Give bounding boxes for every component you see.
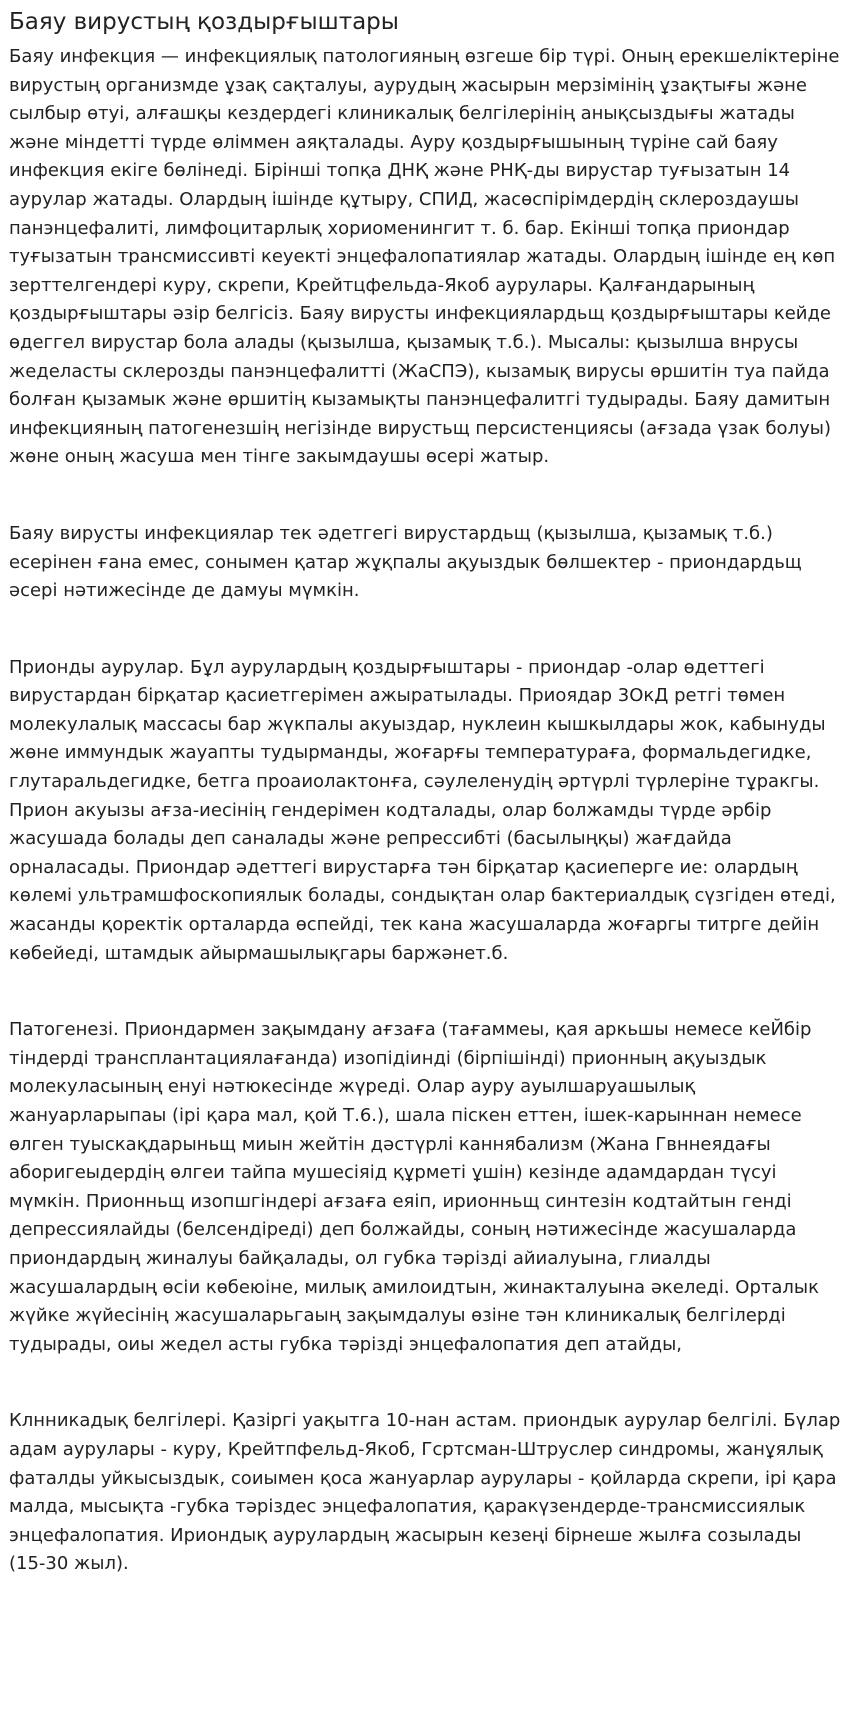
document <box>9 0 841 1579</box>
paragraph-intro: Баяу инфекция — инфекциялық патологияның өзгеше бір түрі. Оның ерекшеліктеріне вирустың организмде ұзақ сақталуы, аурудың жасырын мерзімінің ұзақтығы және сылбыр өтуі, алғашқы кездердегі клиникалық белгілерінің анықсыздығы жатады және міндетті түрде өліммен аяқталады. Ауру қоздырғышының түріне сай баяу инфекция екіге бөлінеді. Бірінші топқа ДНҚ және РНҚ-ды вирустар туғызатын 14 аурулар жатады. Олардың ішінде құтыру, СПИД, жасөспірімдердің склероздаушы панэнцефалиті, лимфоцитарлық хориоменингит т. б. бар. Екінші топқа приондар туғызатын трансмиссивті кеуекті энцефалопатиялар жатады. Олардың ішінде ең көп зерттелгендері куру, скрепи, Крейтцфельда-Якоб аурулары. Қалғандарының қоздырғыштары әзір белгісіз. Баяу вирусты инфекциялардьщ қоздырғыштары кейде өдеггел вирустар бола алады (қызылша, қызамық т.б.). Мысалы: қызылша внрусы жеделасты склерозды панэнцефалитті (ЖаСПЭ), кызамық вирусы өршитін туа пайда болған қызамык және өршитің кызамықты панэнцефалитгі тудырады. Баяу дамитын инфекцияның патогенезшің негізінде вирустьщ персистенциясы (ағзада үзак болуы) жөне оның жасуша мен тінге закымдаушы өсері жатыр. <box>9 46 840 468</box>
paragraph-pathogenesis: Патогенезі. Приондармен зақымдану ағзаға (тағаммеы, қая аркьшы немесе кеЙбір тіндерді трансплантациялағанда) изопідіинді (бірпішінді) прионның ақуыздык молекуласының енуі нәтюкесінде жүреді. Олар ауру ауылшаруашылық жануарларыпаы (ірі қара мал, қой Т.6.), шала піскен еттен, ішек-карыннан немесе өлген туыскақдарыньщ миын жейтін дәстүрлі каннябализм (Жана Гвннеядағы аборигеыдердің өлгеи тайпа мушесіяід құрметі ұшін) кезінде адамдардан түсуі мүмкін. Прионньщ изопшгіндері ағзаға еяіп, ирионньщ синтезін кодтайтын генді депрессиялайды (белсендіреді) деп болжайды, соның нәтижесінде жасушаларда приондардың жиналуы байқалады, ол губка тәрізді айиалуына, глиалды жасушалардың өсіи көбеюіне, милық амилоидтын, жинакталуына әкеледі. Орталык жүйке жүйесінің жасушаларьгаың зақымдалуы өзіне тән клиникалық белгілерді тудырады, оиы жедел асты губка тәрізді энцефалопатия деп атайды, <box>9 1019 819 1355</box>
paragraph-prion-particles: Баяу вирусты инфекциялар тек әдетгегі вирустардьщ (қызылша, қызамық т.б.) есерінен ғана емес, сонымен қатар жұқпалы ақуыздык бөлшектер - приондардьщ әсері нәтижесінде де дамуы мүмкін. <box>9 522 802 602</box>
paragraph-clinical-signs: Клнникадық белгілері. Қазіргі уақытга 10-нан астам. приондык аурулар белгілі. Бүлар адам аурулары - куру, Крейтпфельд-Якоб, Гсртсман-Штруслер синдромы, жанұялық фаталды уйкысыздык, соиымен қоса жануарлар аурулары - қойларда скрепи, ірі қара малда, мысықта -губка тәріздес энцефалопатия, қаракүзендерде-трансмиссиялык энцефалопатия. Ириондық аурулардың жасырын кезеңі бірнеше жылға созылады (15-30 жыл). <box>9 1410 841 1575</box>
paragraph-prion-diseases: Прионды аурулар. Бұл аурулардың қоздырғыштары - приондар -олар өдеттегі вирустардан бірқатар қасиетгерімен ажыратылады. Приоядар 3ОкД ретгі төмен молекулалық массасы бар жүкпалы акуыздар, нуклеин кышкылдары жок, кабынуды жөне иммундык жауапты тудырманды, жоғарғы температураға, формальдегидке, глутаральдегидке, бетга проаиолактонға, сәулеленудің әртүрлі түрлеріне тұракгы. Прион акуызы ағза-иесінің гендерімен кодталады, олар болжамды түрде әрбір жасушада болады деп саналады және репрессибті (басылыңқы) жағдайда орналасады. Приондар әдеттегі вирустарға тән бірқатар қасиеперге ие: олардың көлемі ультрамшфоскопиялык болады, сондықтан олар бактериалдық сүзгіден өтеді, жасанды қоректік орталарда өспейді, тек кана жасушаларда жоғаргы титрге дейін көбейеді, штамдык айырмашылықгары баржәнет.б. <box>9 656 836 964</box>
document-title: Баяу вирустың қоздырғыштары <box>9 9 399 35</box>
